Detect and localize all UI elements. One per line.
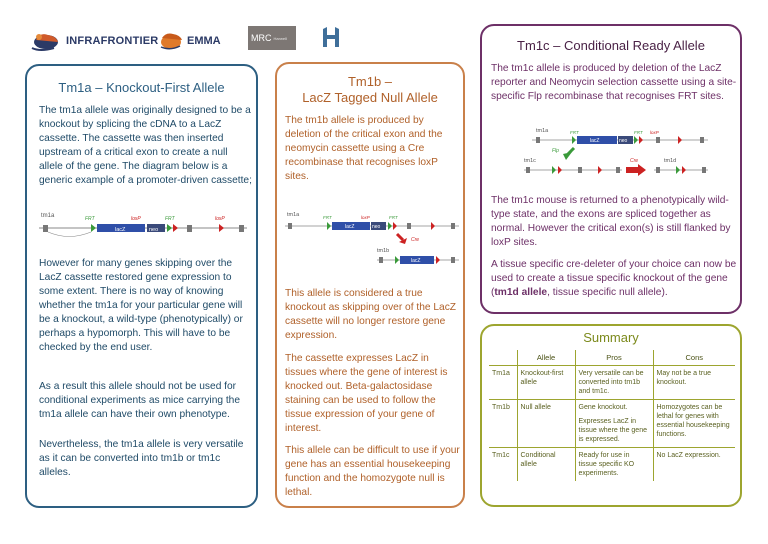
mrc-subtitle: Harwell <box>273 35 287 41</box>
tm1b-paragraph-4: This allele can be difficult to use if your gene has an essential housekeeping function and the homozygote null is lethal. <box>285 445 460 498</box>
row-cons: No LacZ expression. <box>653 448 735 482</box>
h-logo <box>320 26 342 53</box>
h-logo-icon <box>320 26 342 48</box>
tm1b-paragraph-2: This allele is considered a true knockout as skipping over of the LacZ cassette will no longer restore gene expression. <box>285 288 457 341</box>
tm1b-cre-label: Cre <box>411 237 420 243</box>
tm1b-neo-text: neo <box>372 224 381 230</box>
tm1c-p3-before: A tissue specific cre-deleter of your choice can now be used to create a tissue specific knockout of the gene ( <box>491 259 737 298</box>
tm1c-diagram-label-top: tm1a <box>536 128 549 134</box>
tm1d-allele-term: tm1d allele <box>494 287 548 298</box>
tm1c-title: Tm1c – Conditional Ready Allele <box>517 38 705 53</box>
tm1b-title <box>277 74 463 106</box>
tm1b-paragraph-3: The cassette expresses LacZ in tissues where the gene of interest is knocked out. Beta-galactosidase staining can be used to follow the tissue expression of your gene of interest. <box>285 353 448 434</box>
summary-header-pros: Pros <box>575 350 653 366</box>
tm1a-loxp-label-2: loxP <box>215 216 225 222</box>
tm1c-cre-label: Cre <box>630 158 639 164</box>
row-allele-type: Conditional allele <box>517 448 575 482</box>
tm1a-diagram-label: tm1a <box>41 213 55 219</box>
tm1c-p3-after: , tissue specific null allele). <box>547 287 668 298</box>
tm1b-frt-label-2: FRT <box>389 215 398 220</box>
tm1c-diagram-label-c: tm1c <box>524 158 536 164</box>
tm1b-lacz-text-bottom: lacZ <box>411 258 421 264</box>
tm1a-paragraph-2: However for many genes skipping over the LacZ cassette restored gene expression to some extent. There is no way of knowing whether the tm1a for your particular gene will be a knockout, a wild-type (phenotypically) or perhaps a hypomorph. This will have to be checked by the end user. <box>39 258 243 353</box>
tm1c-flp-label: Flp <box>552 148 559 154</box>
row-allele-type: Null allele <box>517 400 575 448</box>
summary-card <box>480 324 742 507</box>
infrafrontier-wordmark: INFRAFRONTIER <box>66 35 159 47</box>
row-pros: Ready for use in tissue specific KO experiments. <box>575 448 653 482</box>
row-allele-id: Tm1a <box>489 366 517 400</box>
tm1a-paragraph-3: As a result this allele should not be used for conditional experiments as mice carrying the tm1a allele can have their own phenotype. <box>39 381 241 420</box>
row-allele-id: Tm1b <box>489 400 517 448</box>
tm1c-paragraph-2: The tm1c mouse is returned to a phenotypically wild-type state, and the exons are spliced together as normal. However the critical exon(s) is still flanked by loxP sites. <box>491 195 731 248</box>
tm1c-diagram-label-d: tm1d <box>664 158 677 164</box>
tm1b-loxp-label-1: loxP <box>361 215 370 220</box>
table-row <box>489 400 735 448</box>
tm1a-frt-site-1 <box>91 224 96 232</box>
tm1a-loxp-site-2 <box>219 224 224 232</box>
infrafrontier-mouse-icon <box>30 30 62 52</box>
tm1a-paragraph-4: Nevertheless, the tm1a allele is very versatile as it can be converted into tm1b or tm1c alleles. <box>39 439 244 478</box>
summary-table <box>489 350 735 481</box>
tm1c-neo-text: neo <box>619 138 628 144</box>
tm1c-card <box>480 24 742 314</box>
tm1b-paragraph-1: The tm1b allele is produced by deletion of the critical exon and the neomycin cassette using a Cre recombinase that recognises loxP sites. <box>285 115 443 182</box>
tm1c-allele-diagram <box>522 124 712 184</box>
tm1b-allele-diagram <box>285 208 461 272</box>
tm1a-title: Tm1a – Knockout-First Allele <box>58 80 225 95</box>
emma-logo <box>158 30 221 52</box>
tm1c-frt-label-2: FRT <box>634 130 643 135</box>
tm1b-diagram-label-top: tm1a <box>287 212 300 218</box>
tm1a-neo-text: neo <box>149 227 159 233</box>
tm1b-title-line-1: Tm1b – <box>347 74 393 89</box>
tm1a-exon-3 <box>239 225 244 232</box>
row-cons: May not be a true knockout. <box>653 366 735 400</box>
emma-mouse-icon <box>158 30 184 52</box>
tm1b-frt-label: FRT <box>323 215 332 220</box>
tm1a-lacz-text: lacZ <box>115 227 126 233</box>
row-allele-id: Tm1c <box>492 452 510 459</box>
tm1a-card <box>25 64 258 508</box>
tm1a-exon-1 <box>43 225 48 232</box>
row-pros-item: Gene knockout. <box>578 404 628 411</box>
tm1a-critical-exon <box>187 225 192 232</box>
mrc-wordmark: MRC <box>251 33 272 43</box>
tm1b-card <box>275 62 465 508</box>
tm1c-paragraph-3 <box>491 258 737 300</box>
table-row <box>489 366 735 400</box>
emma-wordmark: EMMA <box>187 35 221 47</box>
tm1b-lacz-text-top: lacZ <box>345 224 355 230</box>
row-cons: Homozygotes can be lethal for genes with essential housekeeping functions. <box>653 400 735 448</box>
infrafrontier-logo <box>30 30 158 52</box>
row-pros: Very versatile can be converted into tm1b and tm1c. <box>575 366 653 400</box>
tm1a-frt-site-2 <box>167 224 172 232</box>
tm1a-frt-label-2: FRT <box>165 216 175 222</box>
tm1a-frt-label: FRT <box>85 216 95 222</box>
row-pros <box>575 400 653 448</box>
tm1a-allele-diagram <box>39 209 249 243</box>
row-allele-type: Knockout-first allele <box>517 366 575 400</box>
summary-header-id <box>489 350 517 366</box>
summary-title: Summary <box>583 330 639 345</box>
tm1c-cre-arrow <box>626 164 646 176</box>
tm1b-cre-arrow <box>397 234 403 240</box>
table-row <box>489 448 735 482</box>
tm1c-lacz-text: lacZ <box>590 138 600 144</box>
tm1b-title-line-2: LacZ Tagged Null Allele <box>302 90 438 105</box>
mrc-harwell-logo <box>248 26 296 50</box>
tm1a-loxp-site-1 <box>173 224 178 232</box>
summary-header-cons: Cons <box>653 350 735 366</box>
tm1a-loxp-label-1: loxP <box>131 216 141 222</box>
summary-header-row <box>489 350 735 366</box>
tm1c-loxp-label: loxP <box>650 130 659 135</box>
row-pros-item: Expresses LacZ in tissue where the gene is expressed. <box>578 418 647 443</box>
tm1c-frt-label: FRT <box>570 130 579 135</box>
tm1c-paragraph-1: The tm1c allele is produced by deletion of the LacZ reporter and Neomycin selection cassette using a site-specific Flp recombinase that recognises FRT sites. <box>491 63 737 102</box>
tm1b-diagram-label-bottom: tm1b <box>377 248 390 254</box>
tm1a-paragraph-1: The tm1a allele was originally designed to be a knockout by splicing the cDNA to a LacZ cassette. The cassette was then inserted upstream of a critical exon to create a null allele of the gene. The diagram below is a generic example of a promoter-driven cassette; <box>39 105 252 186</box>
summary-header-allele: Allele <box>517 350 575 366</box>
